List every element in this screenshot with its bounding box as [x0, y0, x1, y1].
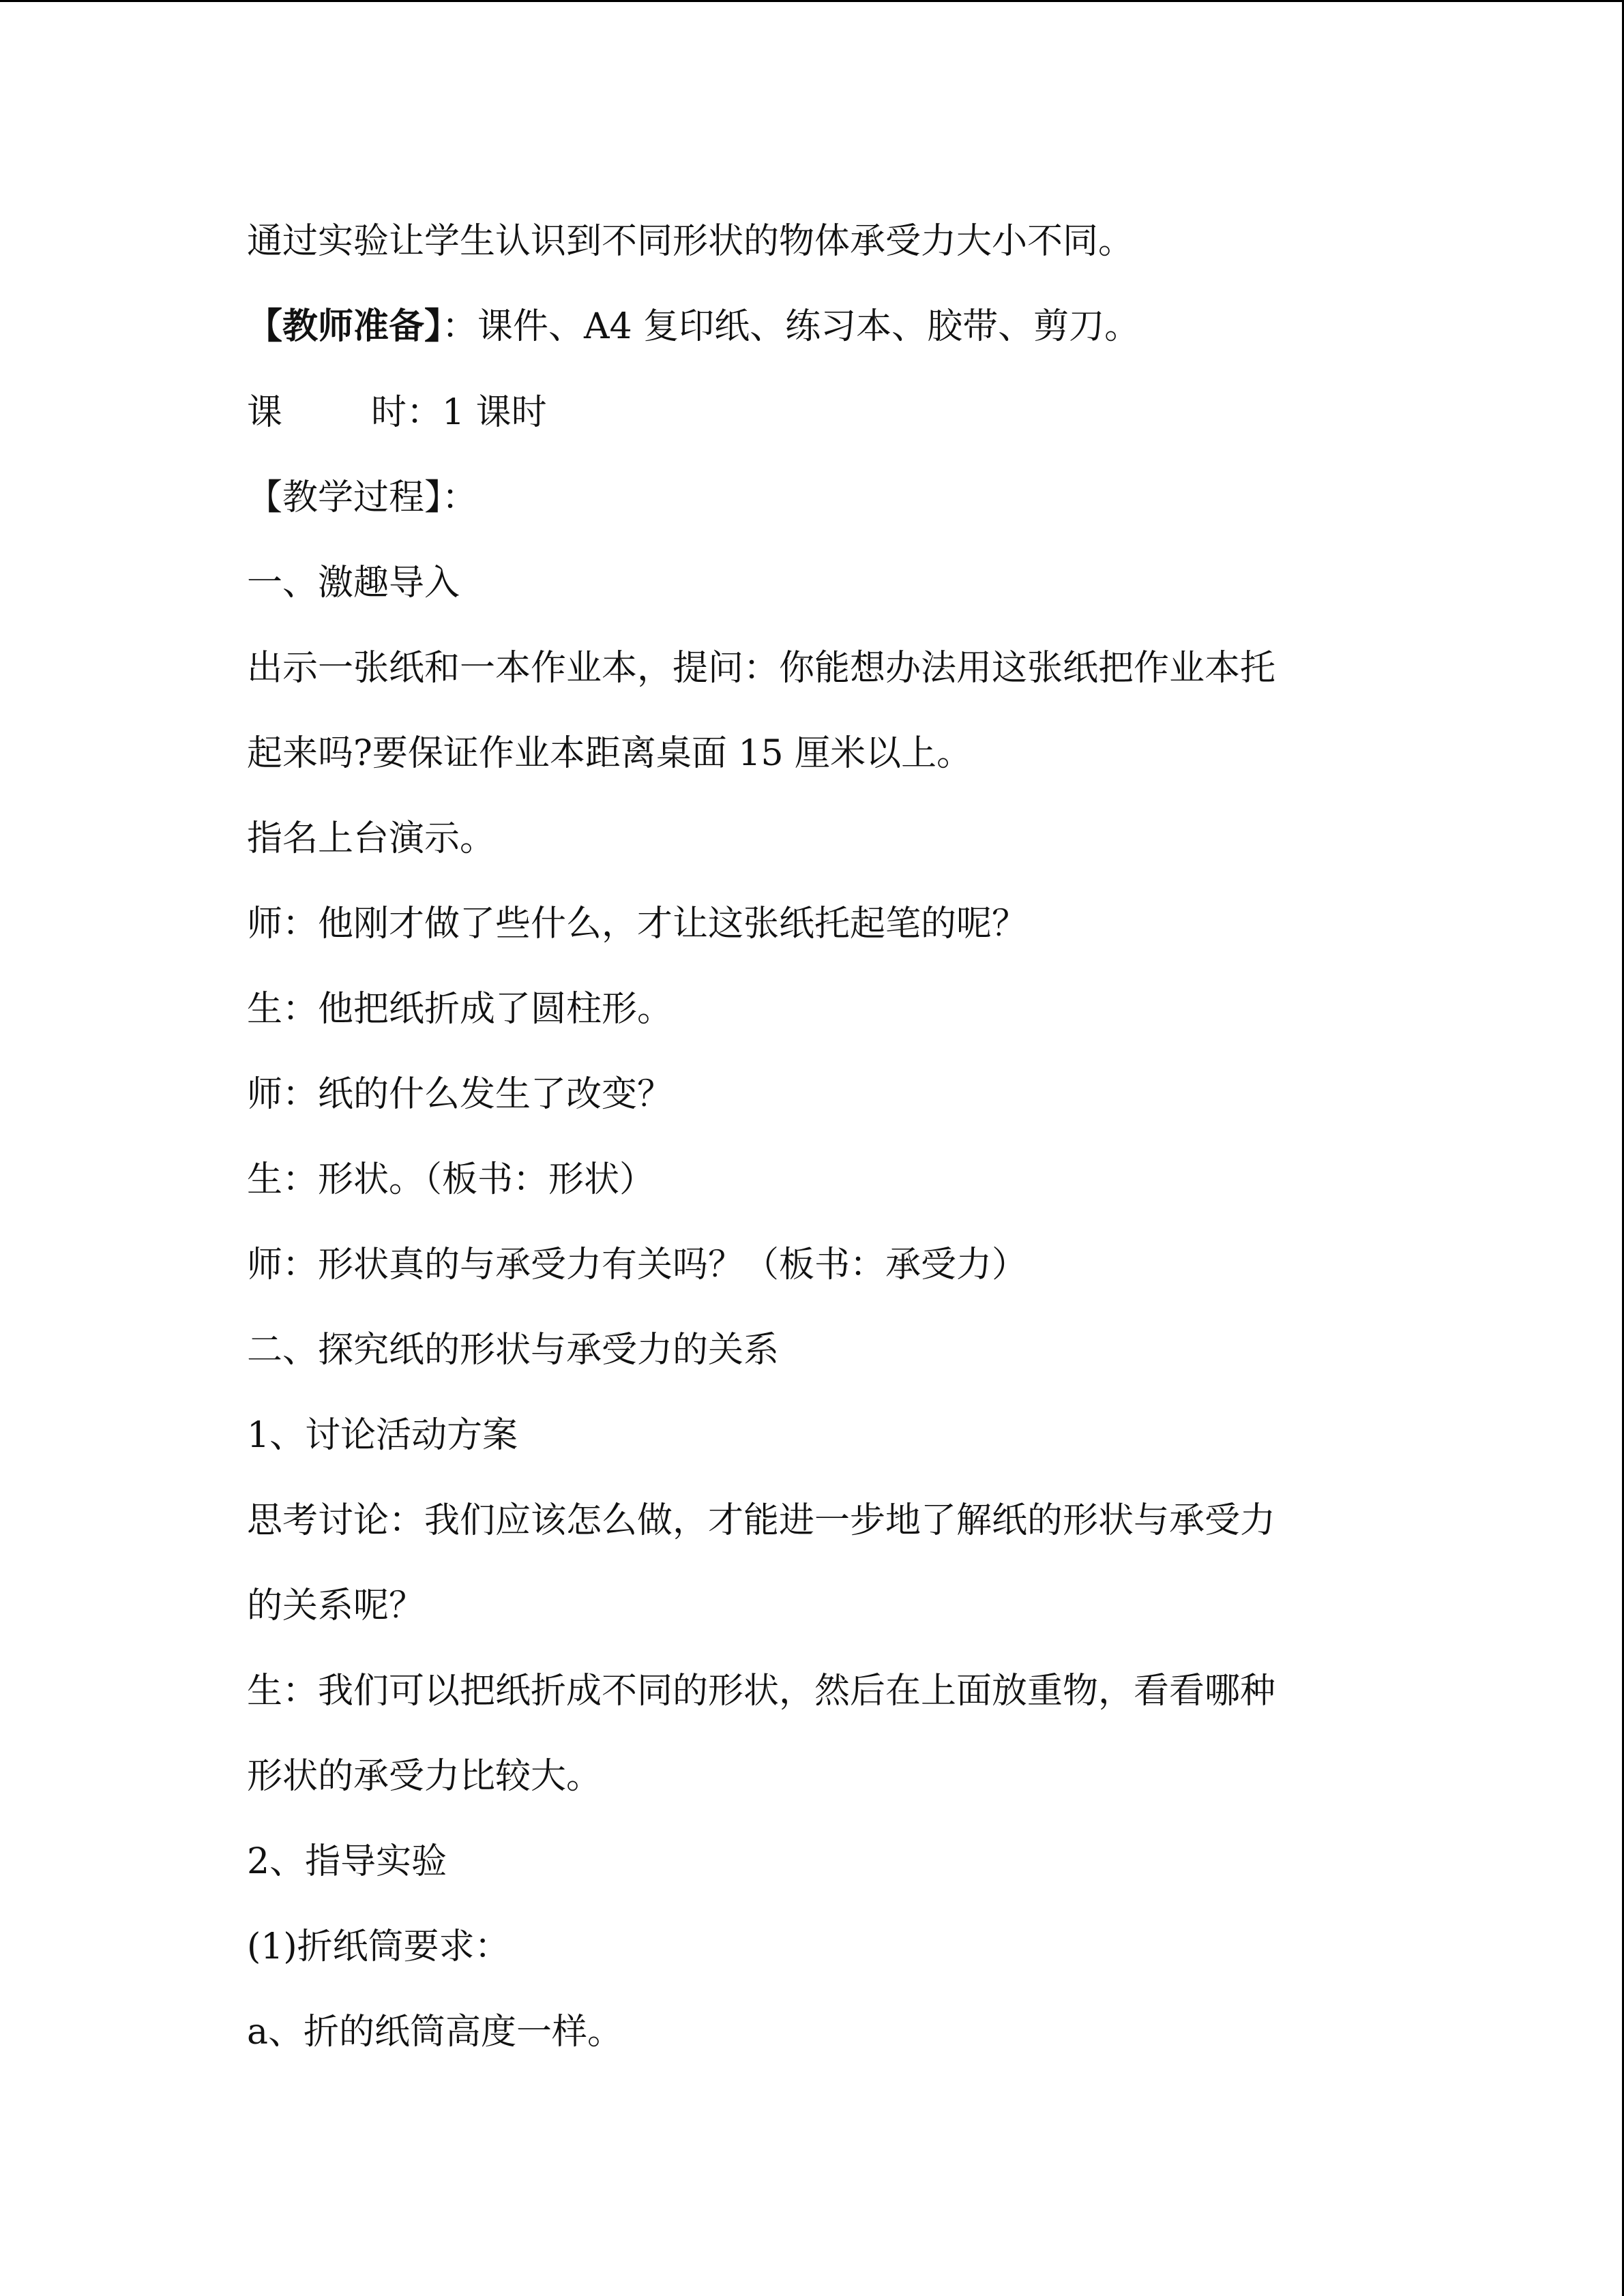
class-hours-line	[247, 389, 547, 436]
text-line: 师：他刚才做了些什么，才让这张纸托起笔的呢？	[247, 904, 1028, 944]
text-line: 生：形状。（板书：形状）	[247, 1159, 655, 1200]
subsection-heading: 1、讨论活动方案	[247, 1415, 518, 1456]
text-line: 思考讨论：我们应该怎么做，才能进一步地了解纸的形状与承受力	[247, 1500, 1276, 1541]
section-heading: 【教学过程】：	[247, 477, 478, 518]
text-line: (1)折纸筒要求：	[247, 1926, 510, 1967]
teacher-preparation-line	[247, 303, 1140, 351]
text-line: 指名上台演示。	[247, 818, 496, 859]
text-line: 生：我们可以把纸折成不同的形状，然后在上面放重物，看看哪种	[247, 1671, 1276, 1712]
subsection-heading: 2、指导实验	[247, 1841, 447, 1882]
text-line: 起来吗?要保证作业本距离桌面 15 厘米以上。	[247, 733, 973, 774]
text-span: ：课件、A4 复印纸、练习本、胶带、剪刀。	[442, 306, 1140, 347]
text-span: 时：1 课时	[371, 392, 547, 433]
text-line: 出示一张纸和一本作业本，提问：你能想办法用这张纸把作业本托	[247, 648, 1276, 689]
text-line: 师：形状真的与承受力有关吗？（板书：承受力）	[247, 1244, 1028, 1285]
section-heading: 【教师准备】	[247, 306, 443, 347]
text-line: 通过实验让学生认识到不同形状的物体承受力大小不同。	[247, 221, 1134, 262]
text-line: 生：他把纸折成了圆柱形。	[247, 989, 673, 1030]
text-span: 课	[247, 392, 283, 433]
text-line: 形状的承受力比较大。	[247, 1756, 602, 1797]
section-heading: 一、激趣导入	[247, 563, 460, 603]
section-heading: 二、探究纸的形状与承受力的关系	[247, 1330, 780, 1371]
text-line: a、折的纸筒高度一样。	[247, 2012, 623, 2053]
text-line: 师：纸的什么发生了改变？	[247, 1074, 673, 1115]
text-line: 的关系呢？	[247, 1585, 425, 1626]
